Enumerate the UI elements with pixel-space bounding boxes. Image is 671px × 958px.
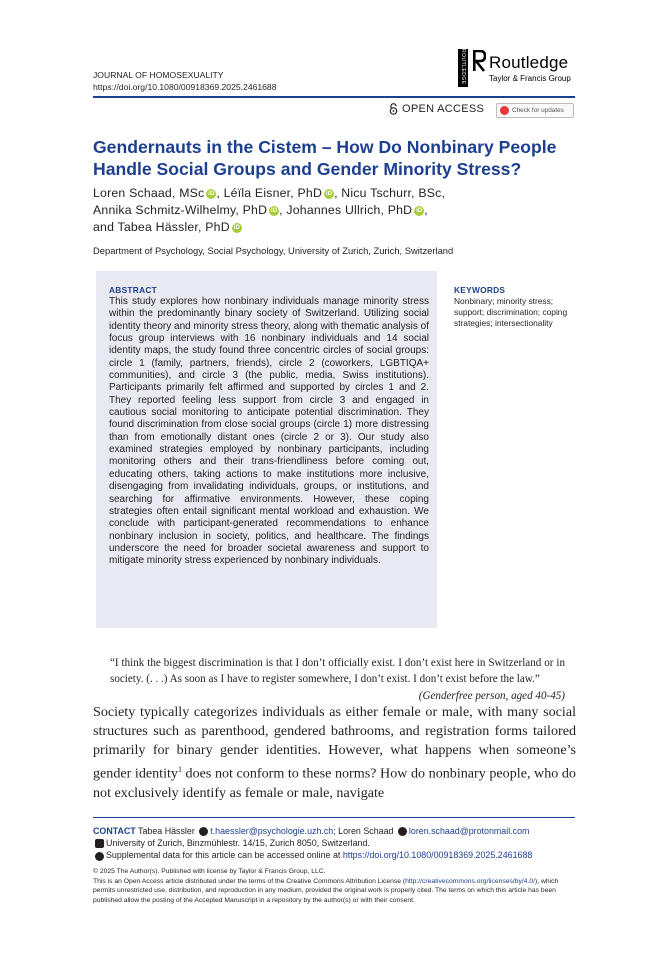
keywords-text: Nonbinary; minority stress; support; discrimination; coping strategies; intersectionality (454, 296, 568, 329)
body-text-1: Society typically categorizes individuals as either female or male, with many social structures such as parenthood, gendered bathrooms, and registration forms tailored primarily for binary gender identities. However, what happens when someone’s gender identity (93, 704, 576, 782)
address-icon (95, 839, 104, 848)
title-line-2: Handle Social Groups and Gender Minority Stress? (93, 159, 522, 179)
license-text-b: ), which permits unrestricted use, distribution, and reproduction in any medium, provided the original work is properly cited. The terms on which this article has been published allow the posting of the Accepted Manuscript in a repository by the author(s) or with their consent. (93, 877, 559, 904)
author-list: Loren Schaad, MSc iD , Léïla Eisner, PhD iD , Nicu Tschurr, BSc, Annika Schmitz-Wilhelmy, PhD iD , Johannes Ullrich, PhD iD , and Tabea Hässler, PhD iD (93, 186, 446, 234)
quote-text: “I think the biggest discrimination is that I don’t officially exist. I don’t exist here in Switzerland or in society. (. . .) As soon as I have to register somewhere, I don’t exist. I don’t exist before the law.” (110, 657, 565, 686)
affiliation: Department of Psychology, Social Psychology, University of Zurich, Zurich, Switzerland (93, 245, 454, 256)
contact-address: University of Zurich, Binzmühlestr. 14/15, Zurich 8050, Switzerland. (106, 838, 370, 849)
supplemental-text: Supplemental data for this article can be accessed online at (106, 850, 343, 861)
contact-separator: ; (333, 826, 339, 836)
open-access-label (389, 103, 484, 115)
orcid-icon[interactable]: iD (270, 207, 278, 214)
orcid-icon[interactable]: iD (208, 190, 215, 197)
open-lock-icon (389, 103, 398, 115)
epigraph-quote (110, 655, 565, 704)
author-name[interactable]: and Tabea Hässler, PhD (93, 220, 230, 234)
publisher-logo (458, 49, 578, 89)
abstract-text: This study explores how nonbinary individuals manage minority stress within the predominantly binary society of Switzerland. Utilizing social identity theory and minority stress theory, along with thematic analysis of focus group interviews with 16 nonbinary individuals and 14 social identity maps, the study found three concentric circles of social groups: circle 1 (family, partners, friends), circle 2 (coworkers, LGBTIQA+ communities), and circle 3 (the public, media, Swiss institutions). Participants primarily felt affirmed and supported by circles 1 and 2. They reported feeling less support from circle 3 and engaged in cautious social monitoring to anticipate potential discrimination. They found discrimination from close social groups (circle 1) more distressing than from emotionally distant ones (circle 2 or 3). Our study also examined strategies employed by nonbinary participants, including monitoring others and their trans-friendliness before coming out, educating others, taking actions to make institutions more inclusive, disengaging from invalidating individuals, groups, or institutions, and searching for affirmative environments. However, these coping strategies often entail significant mental workload and exhaustion. We conclude with participant-generated recommendations to enhance nonbinary inclusion in society, politics, and healthcare. The findings underscore the need for broader societal awareness and support to mitigate minority stress experienced by nonbinary individuals. (109, 296, 429, 567)
contact-name-1: Tabea Hässler (138, 826, 195, 836)
publisher-side-label: ROUTLEDGE (460, 49, 466, 85)
orcid-icon[interactable]: iD (233, 224, 240, 231)
abstract-heading: ABSTRACT (109, 285, 158, 295)
journal-header (93, 69, 277, 93)
author-name[interactable]: Loren Schaad, MSc (93, 186, 205, 200)
article-doi[interactable]: https://doi.org/10.1080/00918369.2025.2461688 (93, 82, 277, 92)
check-updates-icon (500, 106, 509, 115)
keywords-heading: KEYWORDS (454, 285, 506, 295)
check-updates-label: Check for updates (512, 107, 564, 114)
author-name[interactable]: Léïla Eisner, PhD (223, 186, 323, 200)
copyright-block (93, 867, 577, 905)
contact-block (93, 825, 577, 862)
body-paragraph (93, 703, 576, 803)
header-rule (93, 96, 575, 98)
email-icon (398, 827, 407, 836)
license-link[interactable]: http://creativecommons.org/licenses/by/4.0/ (405, 877, 535, 885)
author-name[interactable]: Annika Schmitz-Wilhelmy, PhD (93, 203, 268, 217)
footer-rule (93, 817, 575, 818)
contact-name-2: Loren Schaad (338, 826, 394, 836)
author-name[interactable]: Johannes Ullrich, PhD (286, 203, 413, 217)
publisher-name: Routledge (489, 53, 569, 72)
publisher-subtitle: Taylor & Francis Group (489, 74, 571, 83)
body-text-2: does not conform to these norms? How do nonbinary people, who do not exclusively identify as female or male, navigate (93, 765, 576, 801)
publisher-logo-bar (458, 49, 468, 87)
article-title (93, 136, 573, 180)
journal-name: JOURNAL OF HOMOSEXUALITY (93, 70, 224, 80)
contact-email-2[interactable]: loren.schaad@protonmail.com (408, 826, 530, 836)
contact-label: CONTACT (93, 826, 136, 836)
author-name[interactable]: Nicu Tschurr, BSc, (341, 186, 446, 200)
routledge-r-icon (472, 50, 486, 72)
footnote-marker[interactable]: 1 (177, 765, 182, 774)
license-text (93, 877, 577, 906)
check-updates-button[interactable] (496, 103, 574, 118)
supplemental-link[interactable]: https://doi.org/10.1080/00918369.2025.2461688 (342, 850, 533, 861)
title-line-1: Gendernauts in the Cistem – How Do Nonbinary People (93, 137, 557, 157)
contact-email-1[interactable]: t.haessler@psychologie.uzh.ch (210, 826, 334, 836)
orcid-icon[interactable]: iD (325, 190, 333, 197)
orcid-icon[interactable]: iD (416, 207, 423, 214)
copyright-line: © 2025 The Author(s). Published with license by Taylor & Francis Group, LLC. (93, 868, 326, 875)
quote-source: (Genderfree person, aged 40-45) (418, 689, 565, 702)
license-text-a: This is an Open Access article distributed under the terms of the Creative Commons Attribution License ( (93, 877, 406, 885)
supplemental-data-icon (95, 852, 104, 861)
open-access-text: OPEN ACCESS (402, 103, 485, 115)
email-icon (199, 827, 208, 836)
